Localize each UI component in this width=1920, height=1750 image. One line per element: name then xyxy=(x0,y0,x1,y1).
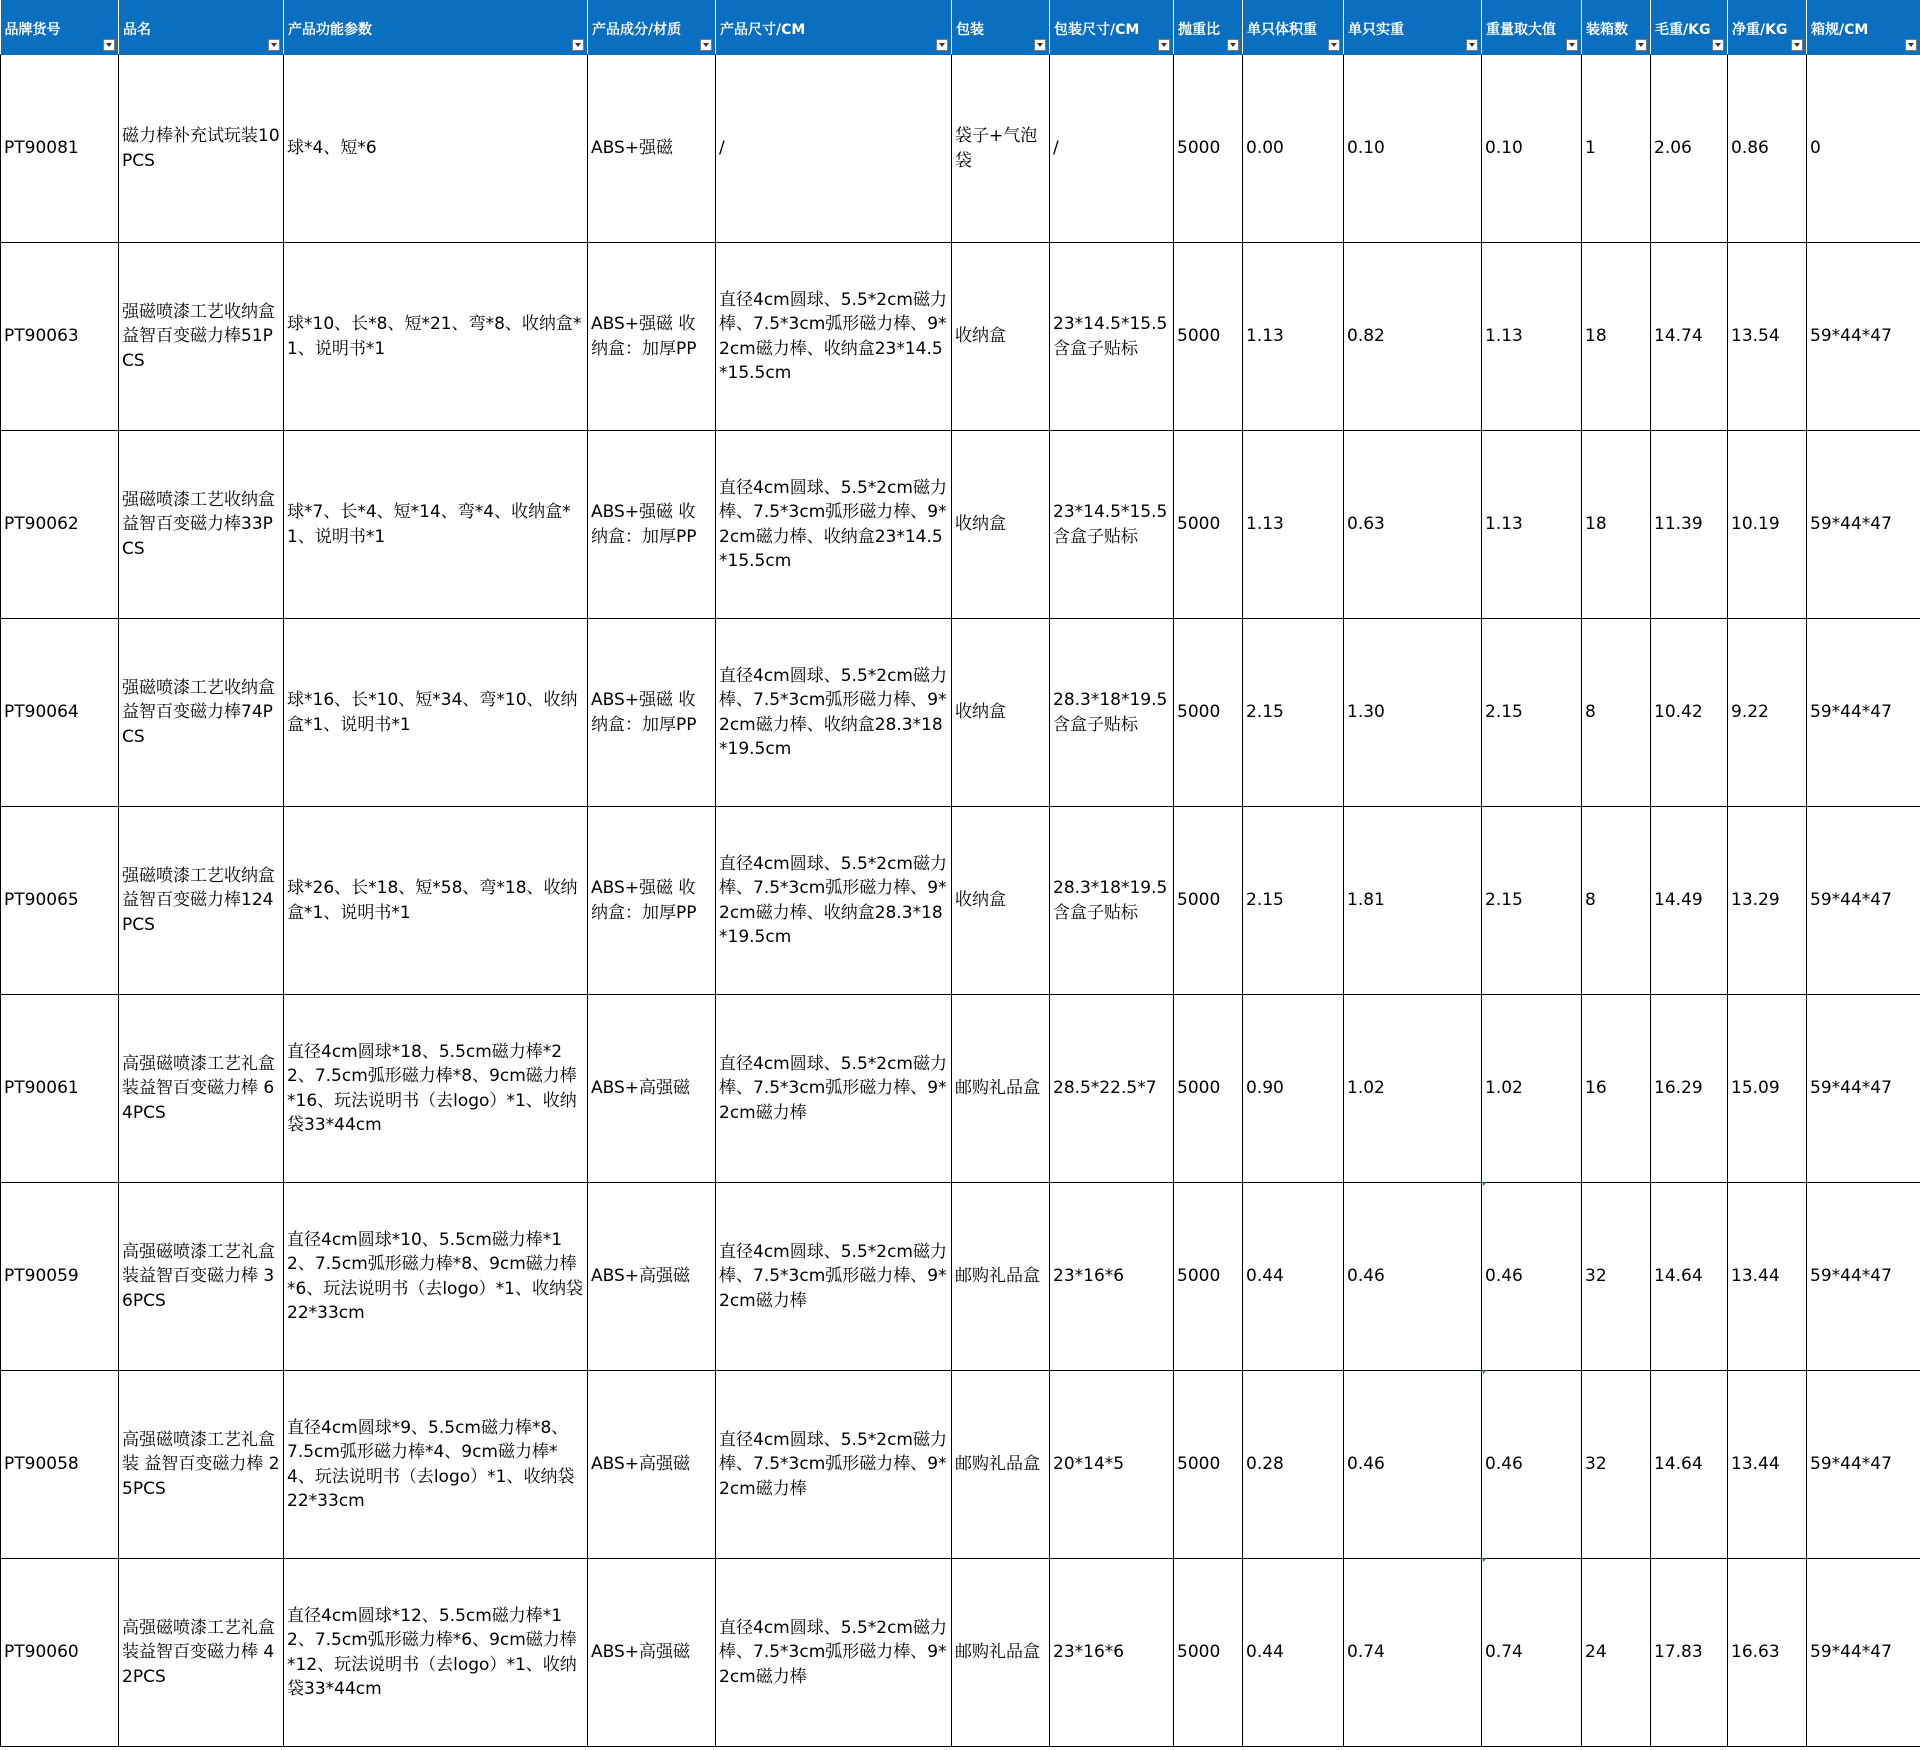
table-cell[interactable]: 5000 xyxy=(1174,243,1243,431)
table-cell[interactable]: 5000 xyxy=(1174,55,1243,243)
column-header-net-weight xyxy=(1728,0,1807,55)
table-cell[interactable]: 邮购礼品盒 xyxy=(952,1559,1050,1747)
table-cell[interactable]: 14.64 xyxy=(1651,1183,1728,1371)
column-header-label: 净重/KG xyxy=(1732,22,1788,38)
table-cell[interactable]: 高强磁喷漆工艺礼盒装 益智百变磁力棒 25PCS xyxy=(119,1371,284,1559)
table-cell[interactable]: 0.46 xyxy=(1482,1183,1582,1371)
table-cell[interactable]: 17.83 xyxy=(1651,1559,1728,1747)
table-cell[interactable]: ABS+强磁 xyxy=(588,55,716,243)
table-cell[interactable]: 0.63 xyxy=(1344,431,1482,619)
table-cell[interactable]: 2.06 xyxy=(1651,55,1728,243)
table-cell[interactable]: 邮购礼品盒 xyxy=(952,1183,1050,1371)
column-header-label: 产品成分/材质 xyxy=(592,22,682,38)
table-cell[interactable]: / xyxy=(1050,55,1174,243)
table-cell[interactable]: 28.3*18*19.5含盒子贴标 xyxy=(1050,807,1174,995)
table-cell[interactable]: 2.15 xyxy=(1243,807,1344,995)
table-cell[interactable]: ABS+强磁 收纳盒：加厚PP xyxy=(588,619,716,807)
column-header-max-weight xyxy=(1482,0,1582,55)
table-cell[interactable]: 球*26、长*18、短*58、弯*18、收纳盒*1、说明书*1 xyxy=(284,807,588,995)
table-cell[interactable]: 13.29 xyxy=(1728,807,1807,995)
column-header-carton-size xyxy=(1807,0,1920,55)
column-header-label: 包装尺寸/CM xyxy=(1054,22,1140,38)
cell-indicator-icon xyxy=(1483,1370,1487,1374)
table-cell[interactable]: 13.54 xyxy=(1728,243,1807,431)
filter-dropdown-icon[interactable] xyxy=(572,39,584,51)
filter-dropdown-icon[interactable] xyxy=(1466,39,1478,51)
table-cell[interactable]: 1.13 xyxy=(1482,243,1582,431)
column-header-label: 抛重比 xyxy=(1178,22,1220,38)
table-cell[interactable]: 1.13 xyxy=(1482,431,1582,619)
filter-dropdown-icon[interactable] xyxy=(1635,39,1647,51)
table-cell[interactable]: 5000 xyxy=(1174,619,1243,807)
table-cell[interactable]: ABS+高强磁 xyxy=(588,1183,716,1371)
table-cell[interactable]: 59*44*47 xyxy=(1807,995,1920,1183)
table-cell[interactable]: 直径4cm圆球、5.5*2cm磁力棒、7.5*3cm弧形磁力棒、9*2cm磁力棒、收纳盒28.3*18*19.5cm xyxy=(716,619,952,807)
column-header-label: 箱规/CM xyxy=(1811,22,1869,38)
table-cell[interactable]: 0.44 xyxy=(1243,1559,1344,1747)
table-cell[interactable]: 16.63 xyxy=(1728,1559,1807,1747)
table-cell[interactable]: 收纳盒 xyxy=(952,807,1050,995)
table-cell[interactable]: 16.29 xyxy=(1651,995,1728,1183)
table-cell[interactable]: 14.49 xyxy=(1651,807,1728,995)
table-cell[interactable]: ABS+强磁 收纳盒：加厚PP xyxy=(588,807,716,995)
table-cell[interactable]: 0 xyxy=(1807,55,1920,243)
cell-indicator-icon xyxy=(1483,1558,1487,1562)
column-header-label: 品名 xyxy=(123,22,151,38)
table-row xyxy=(1,619,1920,807)
table-cell[interactable]: 24 xyxy=(1582,1559,1651,1747)
table-cell[interactable]: 28.5*22.5*7 xyxy=(1050,995,1174,1183)
table-cell[interactable]: 1.02 xyxy=(1482,995,1582,1183)
table-cell[interactable]: 邮购礼品盒 xyxy=(952,995,1050,1183)
table-row xyxy=(1,807,1920,995)
table-cell[interactable]: 球*10、长*8、短*21、弯*8、收纳盒*1、说明书*1 xyxy=(284,243,588,431)
table-cell[interactable]: 1.13 xyxy=(1243,243,1344,431)
table-cell[interactable]: 1.02 xyxy=(1344,995,1482,1183)
column-header-label: 产品功能参数 xyxy=(288,22,372,38)
header-row xyxy=(1,0,1920,55)
filter-dropdown-icon[interactable] xyxy=(1712,39,1724,51)
table-cell[interactable]: 高强磁喷漆工艺礼盒装益智百变磁力棒 42PCS xyxy=(119,1559,284,1747)
table-cell[interactable]: 邮购礼品盒 xyxy=(952,1371,1050,1559)
table-cell[interactable]: 5000 xyxy=(1174,1183,1243,1371)
table-cell[interactable]: PT90060 xyxy=(1,1559,119,1747)
table-cell[interactable]: 18 xyxy=(1582,243,1651,431)
table-cell[interactable]: 2.15 xyxy=(1243,619,1344,807)
table-cell[interactable]: 5000 xyxy=(1174,807,1243,995)
column-header-label: 产品尺寸/CM xyxy=(720,22,806,38)
table-cell[interactable]: 直径4cm圆球、5.5*2cm磁力棒、7.5*3cm弧形磁力棒、9*2cm磁力棒 xyxy=(716,1371,952,1559)
table-cell[interactable]: 16 xyxy=(1582,995,1651,1183)
column-header-label: 装箱数 xyxy=(1586,22,1628,38)
table-cell[interactable]: 10.42 xyxy=(1651,619,1728,807)
table-cell[interactable]: ABS+高强磁 xyxy=(588,1559,716,1747)
column-header-gross-weight xyxy=(1651,0,1728,55)
table-cell[interactable]: 直径4cm圆球*9、5.5cm磁力棒*8、7.5cm弧形磁力棒*4、9cm磁力棒*4、玩法说明书（去logo）*1、收纳袋22*33cm xyxy=(284,1371,588,1559)
table-cell[interactable]: 0.90 xyxy=(1243,995,1344,1183)
column-header-product-size xyxy=(716,0,952,55)
table-cell[interactable]: 23*16*6 xyxy=(1050,1183,1174,1371)
table-cell[interactable]: 直径4cm圆球*12、5.5cm磁力棒*12、7.5cm弧形磁力棒*6、9cm磁力棒*12、玩法说明书（去logo）*1、收纳袋33*44cm xyxy=(284,1559,588,1747)
table-cell[interactable]: 8 xyxy=(1582,807,1651,995)
table-cell[interactable]: 收纳盒 xyxy=(952,431,1050,619)
cell-indicator-icon xyxy=(1483,1182,1487,1186)
column-header-label: 重量取大值 xyxy=(1486,22,1556,38)
table-cell[interactable]: PT90064 xyxy=(1,619,119,807)
table-cell[interactable]: 23*16*6 xyxy=(1050,1559,1174,1747)
table-cell[interactable]: 球*16、长*10、短*34、弯*10、收纳盒*1、说明书*1 xyxy=(284,619,588,807)
table-cell[interactable]: 直径4cm圆球、5.5*2cm磁力棒、7.5*3cm弧形磁力棒、9*2cm磁力棒 xyxy=(716,1183,952,1371)
table-cell[interactable]: 0.86 xyxy=(1728,55,1807,243)
table-cell[interactable]: 23*14.5*15.5含盒子贴标 xyxy=(1050,243,1174,431)
table-cell[interactable]: 1.13 xyxy=(1243,431,1344,619)
table-cell[interactable]: 直径4cm圆球、5.5*2cm磁力棒、7.5*3cm弧形磁力棒、9*2cm磁力棒、收纳盒28.3*18*19.5cm xyxy=(716,807,952,995)
table-cell[interactable]: 球*4、短*6 xyxy=(284,55,588,243)
column-header-unit-volume-weight xyxy=(1243,0,1344,55)
table-cell[interactable]: 32 xyxy=(1582,1183,1651,1371)
table-cell[interactable]: 1.30 xyxy=(1344,619,1482,807)
table-cell[interactable]: ABS+高强磁 xyxy=(588,995,716,1183)
table-cell[interactable]: 直径4cm圆球、5.5*2cm磁力棒、7.5*3cm弧形磁力棒、9*2cm磁力棒、收纳盒23*14.5*15.5cm xyxy=(716,243,952,431)
table-cell[interactable]: 5000 xyxy=(1174,995,1243,1183)
table-cell[interactable]: 高强磁喷漆工艺礼盒装益智百变磁力棒 36PCS xyxy=(119,1183,284,1371)
table-cell[interactable]: 0.44 xyxy=(1243,1183,1344,1371)
table-row xyxy=(1,995,1920,1183)
table-cell[interactable]: 20*14*5 xyxy=(1050,1371,1174,1559)
table-row xyxy=(1,243,1920,431)
column-header-label: 毛重/KG xyxy=(1655,22,1711,38)
table-cell[interactable]: 59*44*47 xyxy=(1807,243,1920,431)
table-row xyxy=(1,1371,1920,1559)
table-cell[interactable]: 0.28 xyxy=(1243,1371,1344,1559)
table-cell[interactable]: 23*14.5*15.5含盒子贴标 xyxy=(1050,431,1174,619)
table-cell[interactable]: 0.10 xyxy=(1344,55,1482,243)
column-header-label: 品牌货号 xyxy=(4,22,61,38)
filter-dropdown-icon[interactable] xyxy=(268,39,280,51)
table-cell[interactable]: 高强磁喷漆工艺礼盒装益智百变磁力棒 64PCS xyxy=(119,995,284,1183)
column-header-volumetric-ratio xyxy=(1174,0,1243,55)
filter-dropdown-icon[interactable] xyxy=(936,39,948,51)
column-header-label: 包装 xyxy=(956,22,984,38)
filter-dropdown-icon[interactable] xyxy=(1328,39,1340,51)
table-cell[interactable]: 59*44*47 xyxy=(1807,1559,1920,1747)
table-cell[interactable]: ABS+高强磁 xyxy=(588,1371,716,1559)
filter-dropdown-icon[interactable] xyxy=(1158,39,1170,51)
table-cell[interactable]: 9.22 xyxy=(1728,619,1807,807)
table-cell[interactable]: 5000 xyxy=(1174,1371,1243,1559)
table-cell[interactable]: 磁力棒补充试玩装10PCS xyxy=(119,55,284,243)
table-row xyxy=(1,1183,1920,1371)
table-body xyxy=(1,55,1920,1747)
table-cell[interactable]: 0.74 xyxy=(1482,1559,1582,1747)
table-cell[interactable]: 13.44 xyxy=(1728,1371,1807,1559)
column-header-brand-sku xyxy=(1,0,119,55)
column-header-product-name xyxy=(119,0,284,55)
table-cell[interactable]: PT90061 xyxy=(1,995,119,1183)
table-cell[interactable]: 14.74 xyxy=(1651,243,1728,431)
table-cell[interactable]: 直径4cm圆球*10、5.5cm磁力棒*12、7.5cm弧形磁力棒*8、9cm磁力棒*6、玩法说明书（去logo）*1、收纳袋22*33cm xyxy=(284,1183,588,1371)
table-cell[interactable]: 袋子+气泡袋 xyxy=(952,55,1050,243)
table-cell[interactable]: 8 xyxy=(1582,619,1651,807)
table-cell[interactable]: 13.44 xyxy=(1728,1183,1807,1371)
table-cell[interactable]: 59*44*47 xyxy=(1807,431,1920,619)
table-cell[interactable]: PT90063 xyxy=(1,243,119,431)
table-row xyxy=(1,431,1920,619)
column-header-packaging xyxy=(952,0,1050,55)
filter-dropdown-icon[interactable] xyxy=(1791,39,1803,51)
filter-dropdown-icon[interactable] xyxy=(700,39,712,51)
table-cell[interactable]: 1.81 xyxy=(1344,807,1482,995)
table-cell[interactable]: 强磁喷漆工艺收纳盒益智百变磁力棒33PCS xyxy=(119,431,284,619)
table-cell[interactable]: 15.09 xyxy=(1728,995,1807,1183)
column-header-function-params xyxy=(284,0,588,55)
column-header-carton-qty xyxy=(1582,0,1651,55)
table-cell[interactable]: 0.82 xyxy=(1344,243,1482,431)
table-cell[interactable]: 直径4cm圆球、5.5*2cm磁力棒、7.5*3cm弧形磁力棒、9*2cm磁力棒 xyxy=(716,1559,952,1747)
table-cell[interactable]: 2.15 xyxy=(1482,807,1582,995)
filter-dropdown-icon[interactable] xyxy=(1905,39,1917,51)
column-header-label: 单只体积重 xyxy=(1247,22,1317,38)
table-cell[interactable]: 直径4cm圆球、5.5*2cm磁力棒、7.5*3cm弧形磁力棒、9*2cm磁力棒、收纳盒23*14.5*15.5cm xyxy=(716,431,952,619)
table-cell[interactable]: 59*44*47 xyxy=(1807,1183,1920,1371)
table-cell[interactable]: PT90065 xyxy=(1,807,119,995)
filter-dropdown-icon[interactable] xyxy=(103,39,115,51)
table-cell[interactable]: 28.3*18*19.5含盒子贴标 xyxy=(1050,619,1174,807)
table-cell[interactable]: 0.46 xyxy=(1344,1371,1482,1559)
table-cell[interactable]: 收纳盒 xyxy=(952,243,1050,431)
column-header-material xyxy=(588,0,716,55)
table-cell[interactable]: 0.74 xyxy=(1344,1559,1482,1747)
table-cell[interactable]: 直径4cm圆球、5.5*2cm磁力棒、7.5*3cm弧形磁力棒、9*2cm磁力棒 xyxy=(716,995,952,1183)
table-cell[interactable]: PT90062 xyxy=(1,431,119,619)
table-cell[interactable]: 11.39 xyxy=(1651,431,1728,619)
table-cell[interactable]: 14.64 xyxy=(1651,1371,1728,1559)
table-cell[interactable]: 5000 xyxy=(1174,1559,1243,1747)
filter-dropdown-icon[interactable] xyxy=(1566,39,1578,51)
column-header-unit-actual-weight xyxy=(1344,0,1482,55)
filter-dropdown-icon[interactable] xyxy=(1034,39,1046,51)
table-cell[interactable]: 强磁喷漆工艺收纳盒益智百变磁力棒124PCS xyxy=(119,807,284,995)
table-row xyxy=(1,1559,1920,1747)
table-cell[interactable]: 5000 xyxy=(1174,431,1243,619)
column-header-label: 单只实重 xyxy=(1348,22,1404,38)
table-cell[interactable]: 32 xyxy=(1582,1371,1651,1559)
table-cell[interactable]: 强磁喷漆工艺收纳盒益智百变磁力棒51PCS xyxy=(119,243,284,431)
table-cell[interactable]: 直径4cm圆球*18、5.5cm磁力棒*22、7.5cm弧形磁力棒*8、9cm磁力棒*16、玩法说明书（去logo）*1、收纳袋33*44cm xyxy=(284,995,588,1183)
table-cell[interactable]: 强磁喷漆工艺收纳盒益智百变磁力棒74PCS xyxy=(119,619,284,807)
table-cell[interactable]: / xyxy=(716,55,952,243)
table-cell[interactable]: 0.10 xyxy=(1482,55,1582,243)
table-cell[interactable]: 59*44*47 xyxy=(1807,619,1920,807)
table-row xyxy=(1,55,1920,243)
table-cell[interactable]: PT90081 xyxy=(1,55,119,243)
table-cell[interactable]: 球*7、长*4、短*14、弯*4、收纳盒*1、说明书*1 xyxy=(284,431,588,619)
table-cell[interactable]: 收纳盒 xyxy=(952,619,1050,807)
table-cell[interactable]: 0.46 xyxy=(1482,1371,1582,1559)
table-cell[interactable]: 0.46 xyxy=(1344,1183,1482,1371)
table-cell[interactable]: 18 xyxy=(1582,431,1651,619)
table-cell[interactable]: ABS+强磁 收纳盒：加厚PP xyxy=(588,431,716,619)
table-cell[interactable]: 0.00 xyxy=(1243,55,1344,243)
table-cell[interactable]: PT90059 xyxy=(1,1183,119,1371)
column-header-package-size xyxy=(1050,0,1174,55)
table-cell[interactable]: 1 xyxy=(1582,55,1651,243)
table-cell[interactable]: 59*44*47 xyxy=(1807,807,1920,995)
table-cell[interactable]: PT90058 xyxy=(1,1371,119,1559)
table-cell[interactable]: 2.15 xyxy=(1482,619,1582,807)
table-cell[interactable]: ABS+强磁 收纳盒：加厚PP xyxy=(588,243,716,431)
table-cell[interactable]: 59*44*47 xyxy=(1807,1371,1920,1559)
filter-dropdown-icon[interactable] xyxy=(1227,39,1239,51)
table-cell[interactable]: 10.19 xyxy=(1728,431,1807,619)
